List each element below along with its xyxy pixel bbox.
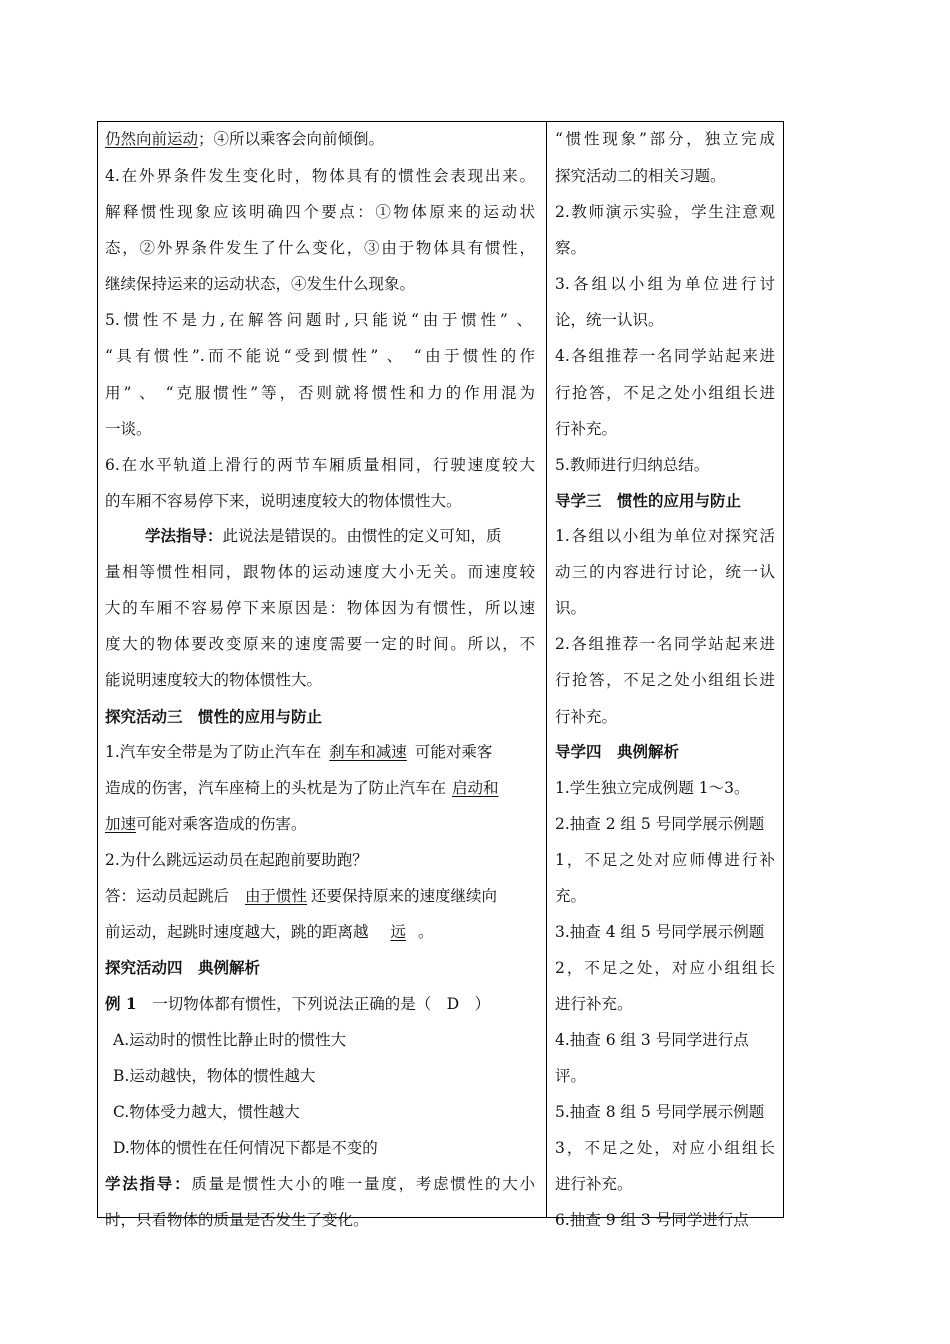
text-line: 一谈。: [105, 420, 152, 438]
text-line: 行补充。: [555, 708, 618, 726]
text-line: 1，不足之处对应师傅进行补: [555, 851, 775, 869]
text-line: 3.各组以小组为单位进行讨: [555, 275, 775, 293]
option-c: C.物体受力越大，惯性越大: [113, 1103, 300, 1121]
text-line: 时，只看物体的质量是否发生了变化。: [105, 1211, 369, 1229]
text-line: 进行补充。: [555, 995, 633, 1013]
text-line: 充。: [555, 887, 587, 905]
option-b: B.运动越快，物体的惯性越大: [113, 1067, 316, 1085]
text-fragment: 质量是惯性大小的唯一量度，考虑惯性的大小: [191, 1175, 535, 1193]
option-a: A.运动时的惯性比静止时的惯性大: [113, 1031, 347, 1049]
text-line: 继续保持运来的运动状态，④发生什么现象。: [105, 275, 416, 293]
option-d: D.物体的惯性在任何情况下都是不变的: [113, 1139, 378, 1157]
example-label: 例 1: [105, 994, 137, 1013]
text-fragment: 前运动，起跳时速度越大，跳的距离越: [105, 923, 369, 941]
lesson-table: [97, 121, 784, 1229]
example-line: [105, 994, 490, 1014]
text-line: [105, 814, 307, 834]
text-line: 行抢答，不足之处小组组长进: [555, 671, 775, 689]
text-line: 察。: [555, 239, 587, 257]
text-line: 2，不足之处，对应小组组长: [555, 959, 775, 977]
text-line: 进行补充。: [555, 1175, 633, 1193]
text-line: 论，统一认识。: [555, 311, 664, 329]
fill-answer: 由于惯性: [245, 887, 308, 905]
text-line: [105, 922, 434, 942]
text-line: [105, 742, 492, 762]
method-guide-label: 学法指导：: [105, 1174, 192, 1193]
section-heading: 探究活动四 典例解析: [105, 958, 261, 977]
text-fragment: 1.汽车安全带是为了防止汽车在: [105, 743, 322, 761]
text-line: 用” 、 “克服惯性”等，否则就将惯性和力的作用混为: [105, 384, 535, 402]
text-line: [105, 778, 499, 798]
text-line: 的车厢不容易停下来，说明速度较大的物体惯性大。: [105, 492, 462, 510]
text-fragment: 还要保持原来的速度继续向: [311, 887, 498, 905]
text-line: 6.抽查 9 组 3 号同学进行点: [555, 1211, 749, 1229]
text-fragment: 造成的伤害，汽车座椅上的头枕是为了防止汽车在: [105, 779, 447, 797]
text-line: 识。: [555, 599, 587, 617]
text-fragment: 。: [418, 923, 434, 941]
text-fragment: 一切物体都有惯性，下列说法正确的是（ D ）: [136, 995, 491, 1013]
text-line: 态，②外界条件发生了什么变化，③由于物体具有惯性，: [105, 239, 535, 257]
text-line: 6.在水平轨道上滑行的两节车厢质量相同，行驶速度较大: [105, 456, 535, 474]
text-fragment: 此说法是错误的。由惯性的定义可知，质: [222, 527, 502, 545]
section-heading: 导学四 典例解析: [555, 742, 680, 761]
text-line: 大的车厢不容易停下来原因是：物体因为有惯性，所以速: [105, 599, 535, 617]
text-line: [105, 129, 384, 149]
text-line: 评。: [555, 1067, 587, 1085]
section-heading: 探究活动三 惯性的应用与防止: [105, 707, 323, 726]
text-line: 3，不足之处，对应小组组长: [555, 1139, 775, 1157]
text-line: “具有惯性”.而不能说“受到惯性” 、 “由于惯性的作: [105, 347, 535, 365]
text-line: 解释惯性现象应该明确四个要点：①物体原来的运动状: [105, 203, 535, 221]
text-line: 2.教师演示实验，学生注意观: [555, 203, 775, 221]
fill-answer: 刹车和减速: [329, 743, 407, 761]
text-line: 5.惯性不是力,在解答问题时,只能说“由于惯性” 、: [105, 311, 532, 329]
text-line: 2.为什么跳远运动员在起跑前要助跑？: [105, 851, 368, 869]
text-line: 5.抽查 8 组 5 号同学展示例题: [555, 1103, 765, 1121]
text-fragment: 可能对乘客: [414, 743, 493, 761]
text-line: 4.抽查 6 组 3 号同学进行点: [555, 1031, 749, 1049]
text-line: 5.教师进行归纳总结。: [555, 456, 710, 474]
text-line: 行补充。: [555, 420, 618, 438]
text-line: 1.学生独立完成例题 1～3。: [555, 779, 750, 797]
text-line: 4.在外界条件发生变化时，物体具有的惯性会表现出来。: [105, 167, 535, 185]
method-guide-line: [105, 1174, 535, 1194]
fill-answer: 启动和: [452, 779, 499, 797]
text-line: 能说明速度较大的物体惯性大。: [105, 671, 323, 689]
fill-answer: 远: [390, 923, 407, 941]
text-line: 度大的物体要改变原来的速度需要一定的时间。所以，不: [105, 635, 535, 653]
text-line: [105, 886, 497, 906]
section-heading: 导学三 惯性的应用与防止: [555, 491, 742, 510]
method-guide-label: 学法指导：: [145, 526, 223, 545]
text-line: 探究活动二的相关习题。: [555, 167, 726, 185]
text-line: 量相等惯性相同，跟物体的运动速度大小无关。而速度较: [105, 563, 535, 581]
text-fragment: 可能对乘客造成的伤害。: [136, 815, 307, 833]
text-line: “惯性现象”部分，独立完成: [555, 130, 775, 148]
text-line: 2.各组推荐一名同学站起来进: [555, 635, 775, 653]
method-guide-line: [145, 526, 535, 546]
fill-answer: 仍然向前运动: [105, 130, 199, 148]
text-fragment: ；④所以乘客会向前倾倒。: [198, 130, 385, 148]
text-line: 3.抽查 4 组 5 号同学展示例题: [555, 923, 765, 941]
text-line: 2.抽查 2 组 5 号同学展示例题: [555, 815, 765, 833]
fill-answer: 加速: [105, 815, 137, 833]
column-divider: [546, 122, 547, 1217]
text-line: 1.各组以小组为单位对探究活: [555, 527, 775, 545]
text-line: 行抢答，不足之处小组组长进: [555, 384, 775, 402]
text-line: 4.各组推荐一名同学站起来进: [555, 347, 775, 365]
text-fragment: 答：运动员起跳后: [105, 887, 230, 905]
text-line: 动三的内容进行讨论，统一认: [555, 563, 775, 581]
